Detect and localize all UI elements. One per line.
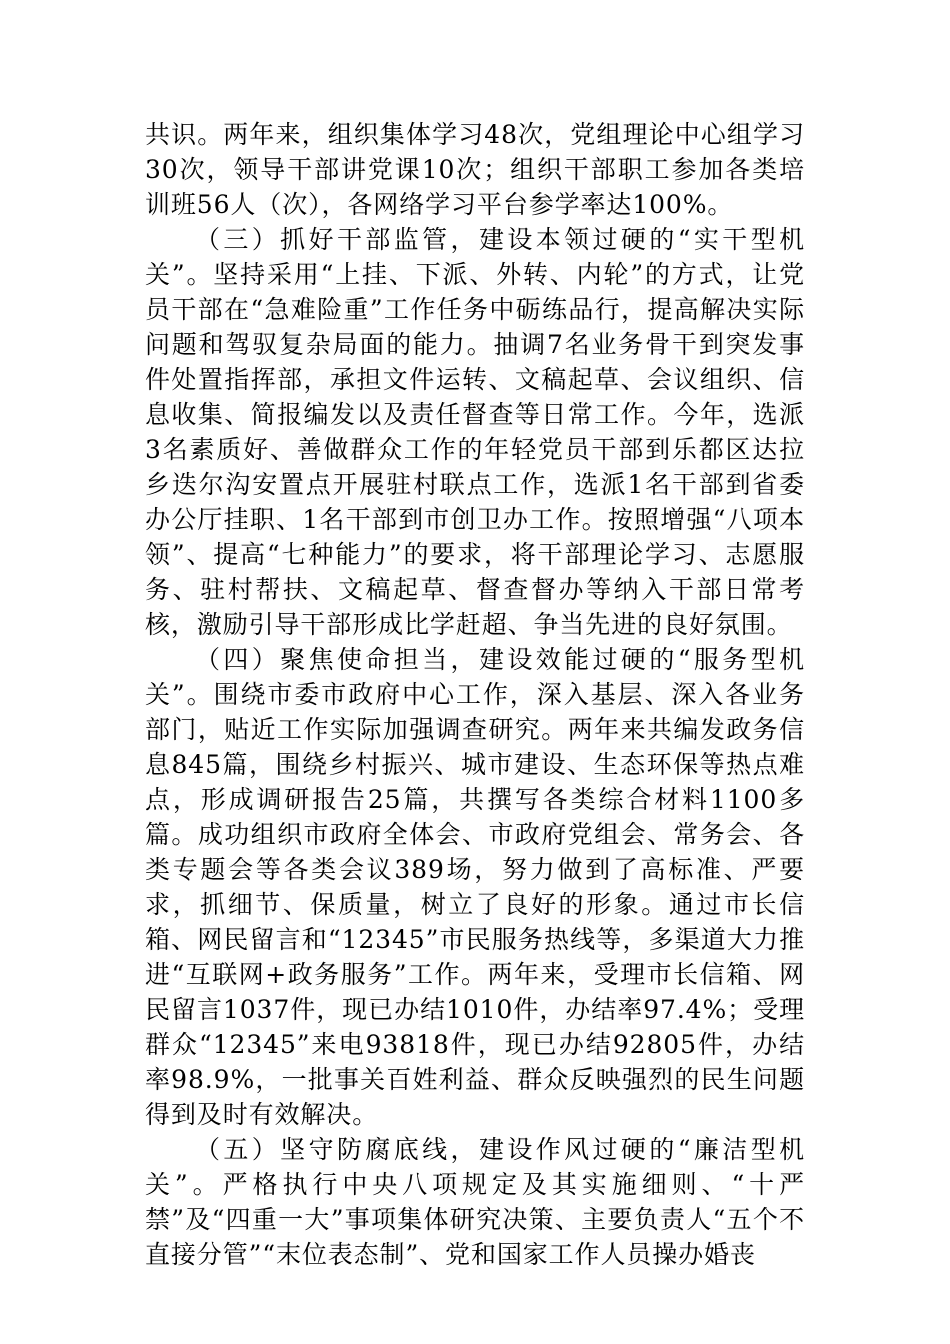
document-body bbox=[145, 117, 805, 1272]
section-three-heading: （三）抓好干部监管，建设本领过硬的“实干型机关”。 bbox=[145, 225, 805, 289]
paragraph-section-four bbox=[145, 642, 805, 1132]
paragraph-section-five bbox=[145, 1132, 805, 1272]
section-five-heading: （五）坚守防腐底线，建设作风过硬的“廉洁型机关”。 bbox=[145, 1135, 805, 1199]
section-four-text: 围绕市委市政府中心工作，深入基层、深入各业务部门，贴近工作实际加强调查研究。两年来共编发政务信息845篇，围绕乡村振兴、城市建设、生态环保等热点难点，形成调研报告25篇，共撰写各类综合材料1100多篇。成功组织市政府全体会、市政府党组会、常务会、各类专题会等各类会议389场，努力做到了高标准、严要求，抓细节、保质量，树立了良好的形象。通过市长信箱、网民留言和“12345”市民服务热线等，多渠道大力推进“互联网+政务服务”工作。两年来，受理市长信箱、网民留言1037件，现已办结1010件，办结率97.4%；受理群众“12345”来电93818件，现已办结92805件，办结率98.9%，一批事关百姓利益、群众反映强烈的民生问题得到及时有效解决。 bbox=[145, 680, 805, 1129]
section-three-text: 坚持采用“上挂、下派、外转、内轮”的方式，让党员干部在“急难险重”工作任务中砺练品行，提高解决实际问题和驾驭复杂局面的能力。抽调7名业务骨干到突发事件处置指挥部，承担文件运转、文稿起草、会议组织、信息收集、简报编发以及责任督查等日常工作。今年，选派3名素质好、善做群众工作的年轻党员干部到乐都区达拉乡迭尔沟安置点开展驻村联点工作，选派1名干部到省委办公厅挂职、1名干部到市创卫办工作。按照增强“八项本领”、提高“七种能力”的要求，将干部理论学习、志愿服务、驻村帮扶、文稿起草、督查督办等纳入干部日常考核，激励引导干部形成比学赶超、争当先进的良好氛围。 bbox=[145, 260, 806, 639]
section-four-heading: （四）聚焦使命担当，建设效能过硬的“服务型机关”。 bbox=[145, 645, 805, 709]
paragraph-section-three bbox=[145, 222, 805, 642]
paragraph-intro bbox=[145, 117, 805, 222]
paragraph-intro-text: 共识。两年来，组织集体学习48次，党组理论中心组学习30次，领导干部讲党课10次；组织干部职工参加各类培训班56人（次），各网络学习平台参学率达100%。 bbox=[145, 120, 805, 219]
section-five-text: 严格执行中央八项规定及其实施细则、“十严禁”及“四重一大”事项集体研究决策、主要负责人“五个不直接分管”“末位表态制”、党和国家工作人员操办婚丧 bbox=[145, 1170, 805, 1269]
